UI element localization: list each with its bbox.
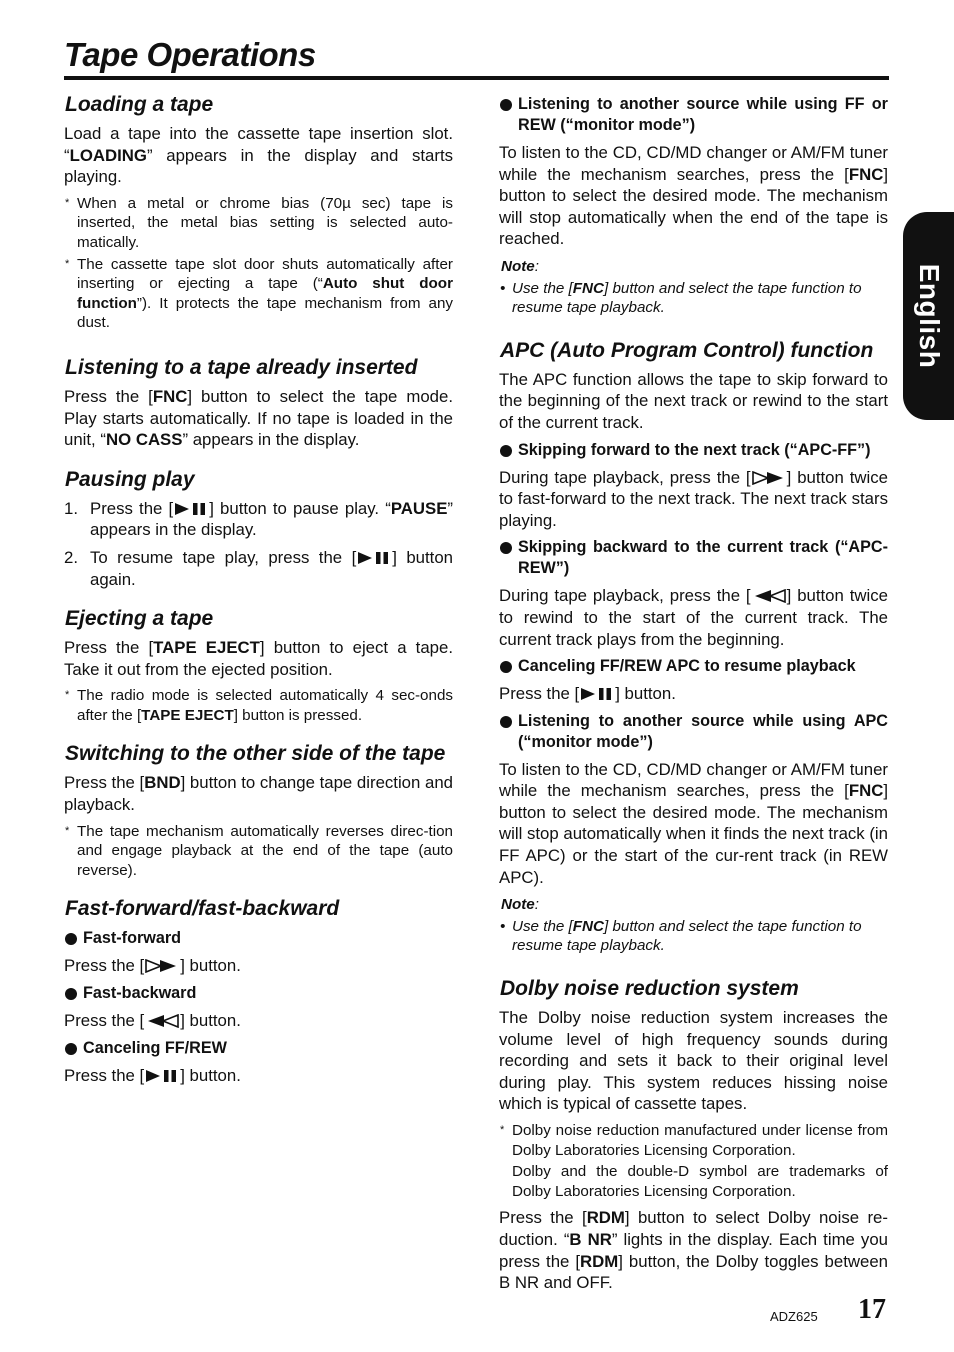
loading-text: Load a tape into the cassette tape insertion slot. “LOADING” appears in the display and starts playing. (64, 124, 453, 187)
ejecting-notes (64, 686, 453, 725)
heading-loading: Loading a tape (65, 93, 214, 116)
dolby-text: Press the [RDM] button to select Dolby noise re-duction. “B NR” lights in the display. Each time you press the [RDM] button, the Dolby toggles between B NR and OFF. (499, 1208, 888, 1293)
note-text: • Use the [FNC] button and select the tape function to resume tape playback. (499, 917, 888, 956)
language-tab (903, 212, 954, 420)
dolby-intro: The Dolby noise reduction system increases the volume level of high frequency sounds during recording and sets it back to their original level during play. This system reduces hissing noise which is typical of cassette tapes. (499, 1008, 888, 1114)
bullet-apc-cancel: Canceling FF/REW APC to resume playback (499, 656, 888, 677)
title-rule (64, 76, 889, 80)
section-ejecting (64, 606, 453, 725)
note-item: * The tape mechanism automatically reverses direc-tion and engage playback at the end of the tape (auto reverse). (64, 822, 453, 881)
language-tab-label: English (913, 263, 945, 369)
note-label: Note: (501, 257, 539, 275)
play-pause-icon (174, 502, 208, 516)
note-item: * When a metal or chrome bias (70µ sec) tape is inserted, the metal bias setting is selected auto-matically. (64, 194, 453, 253)
section-loading (64, 92, 453, 333)
pausing-steps (64, 498, 453, 590)
apc-ff-text: During tape playback, press the [ ] button twice to fast-forward to the next track. The next track stars playing. (499, 467, 888, 530)
monitor-text: To listen to the CD, CD/MD changer or AM/FM tuner while the mechanism searches, press the [FNC] button to select the desired mode. The mechanism will stop automatically when the end of the tape is reached. (499, 143, 888, 249)
heading-ejecting: Ejecting a tape (65, 607, 214, 631)
page-number: 17 (858, 1294, 886, 1325)
apc-cancel-text: Press the [ ] button. (499, 684, 676, 704)
switching-text: Press the [BND] button to change tape direction and playback. (64, 773, 454, 815)
note-item: * The radio mode is selected automatically 4 sec-onds after the [TAPE EJECT] button is pressed. (64, 686, 453, 725)
section-listening (64, 355, 453, 451)
play-pause-icon (580, 687, 614, 701)
bullet-fast-forward: Fast-forward (64, 928, 453, 949)
section-pausing (64, 467, 453, 590)
note-item: * The cassette tape slot door shuts automatically after inserting or ejecting a tape (“Auto shut door function”). It protects the tape mechanism from any dust. (64, 255, 453, 333)
cancel-text: Press the [ ] button. (64, 1065, 241, 1085)
apc-rew-text: During tape playback, press the [ ] button twice to rewind to the start of the current track. The current track plays from the beginning. (499, 586, 888, 649)
note-item: * Dolby noise reduction manufactured under license from Dolby Laboratories Licensing Corporation. (499, 1121, 888, 1160)
step-item: 1. Press the [ ] button to pause play. “PAUSE” appears in the display. (64, 498, 453, 540)
step-item: 2. To resume tape play, press the [ ] button again. (64, 547, 453, 589)
heading-dolby: Dolby noise reduction system (500, 977, 799, 1001)
play-pause-icon (145, 1069, 179, 1083)
section-switching (64, 741, 453, 880)
ejecting-text: Press the [TAPE EJECT] button to eject a tape. Take it out from the ejected position. (64, 638, 453, 679)
bullet-monitor-ff: Listening to another source while using FF or REW (“monitor mode”) (499, 94, 888, 136)
loading-notes (64, 194, 453, 333)
apc-monitor-text: To listen to the CD, CD/MD changer or AM/FM tuner while the mechanism searches, press the [FNC] button to select the desired mode. The mechanism will stop automatically when it finds the next track (in FF APC) or the start of the cur-rent track (in REW APC). (499, 759, 888, 887)
note-text: • Use the [FNC] button and select the tape function to resume tape playback. (499, 279, 888, 318)
heading-pausing: Pausing play (65, 467, 195, 491)
page-title: Tape Operations (64, 36, 316, 73)
fast-forward-icon (752, 471, 786, 485)
apc-intro: The APC function allows the tape to skip forward to the beginning of the next track or rewind to the start of the current track. (499, 369, 888, 432)
play-pause-icon (357, 551, 391, 565)
section-dolby (499, 976, 888, 1294)
right-column (499, 92, 888, 1310)
bullet-fast-backward: Fast-backward (64, 983, 453, 1004)
heading-listening: Listening to a tape already inserted (65, 355, 418, 379)
section-apc (499, 338, 888, 956)
section-monitor (499, 94, 888, 318)
heading-apc: APC (Auto Program Control) function (500, 338, 874, 362)
model-code: ADZ625 (770, 1309, 818, 1324)
listening-text: Press the [FNC] button to select the tape mode. Play starts automatically. If no tape is loaded in the unit, “NO CASS” appears in the display. (64, 386, 453, 450)
ff-text: Press the [ ] button. (64, 956, 241, 976)
bullet-apc-monitor: Listening to another source while using APC (“monitor mode”) (499, 711, 888, 753)
rewind-icon (145, 1014, 179, 1028)
heading-switching: Switching to the other side of the tape (65, 742, 446, 766)
section-ff (64, 896, 453, 1086)
note-label: Note: (501, 896, 539, 914)
fb-text: Press the [ ] button. (64, 1011, 241, 1031)
fast-forward-icon (145, 959, 179, 973)
left-column (64, 92, 453, 1102)
bullet-canceling: Canceling FF/REW (64, 1038, 453, 1059)
bullet-apc-rew: Skipping backward to the current track (“APC-REW”) (499, 537, 888, 579)
rewind-icon (752, 589, 786, 603)
heading-ff: Fast-forward/fast-backward (65, 897, 340, 921)
note-item: Dolby and the double-D symbol are trademarks of Dolby Laboratories Licensing Corporation. (512, 1163, 888, 1200)
switching-notes (64, 822, 453, 881)
bullet-apc-ff: Skipping forward to the next track (“APC-FF”) (499, 440, 888, 461)
dolby-notes (499, 1121, 888, 1201)
